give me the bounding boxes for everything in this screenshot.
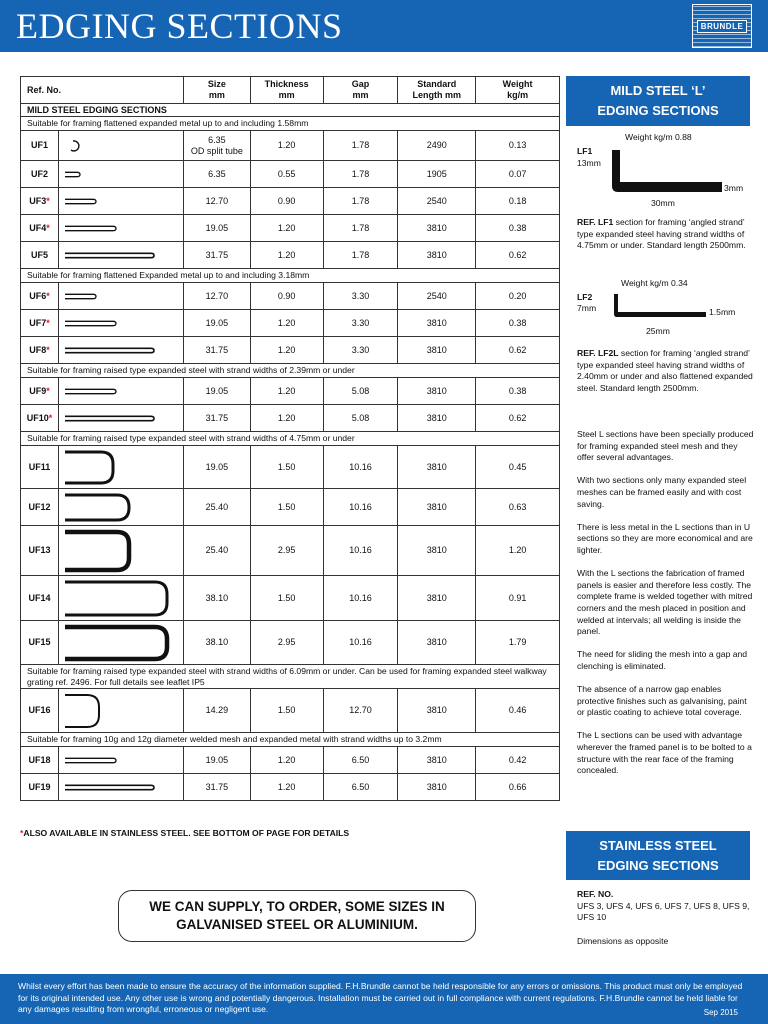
size-value: 6.35 OD split tube — [183, 131, 250, 161]
section-profile-icon — [63, 776, 183, 799]
table-row — [21, 446, 560, 489]
table-row — [21, 131, 560, 161]
length-value: 3810 — [398, 378, 476, 405]
weight-value: 0.62 — [476, 337, 560, 364]
group-note: Suitable for framing raised type expanded steel with strand widths of 6.09mm or under. Can be used for framing expanded steel walkway grating ref. 2496. For full details see leaflet IP5 — [21, 665, 560, 689]
l-sections-heading: MILD STEEL ‘L’ EDGING SECTIONS — [566, 76, 750, 126]
l-paragraph: Steel L sections have been specially produced for framing expanded steel mesh and they offer several advantages. — [577, 429, 754, 463]
table-row — [21, 215, 560, 242]
length-value: 2540 — [398, 283, 476, 310]
size-value: 12.70 — [183, 283, 250, 310]
lf2-ref: LF2 — [577, 292, 593, 302]
stainless-star: * — [46, 290, 50, 301]
weight-value: 0.07 — [476, 161, 560, 188]
table-row — [21, 774, 560, 801]
gap-value: 5.08 — [323, 378, 398, 405]
weight-value: 0.45 — [476, 446, 560, 489]
group-note: Suitable for framing flattened expanded metal up to and including 1.58mm — [21, 117, 560, 131]
size-value: 31.75 — [183, 405, 250, 432]
size-value: 19.05 — [183, 446, 250, 489]
length-value: 2540 — [398, 188, 476, 215]
gap-value: 6.50 — [323, 774, 398, 801]
stainless-star: * — [46, 344, 50, 355]
length-value: 3810 — [398, 774, 476, 801]
section-profile-icon — [63, 380, 183, 403]
section-profile — [58, 489, 183, 526]
ref-number: UF7* — [21, 310, 59, 337]
size-value: 31.75 — [183, 242, 250, 269]
l-paragraph: With two sections only many expanded steel meshes can be framed easily and with cost saving. — [577, 475, 747, 509]
section-profile-icon — [63, 244, 183, 267]
table-row — [21, 161, 560, 188]
supply-line-2: GALVANISED STEEL OR ALUMINIUM. — [176, 917, 418, 932]
col-header-length: Standard Length mm — [398, 77, 476, 104]
lf2-description: REF. LF2L section for framing ‘angled strand’ type expanded steel having strand widths of 2.40mm or under and also flattened expanded steel. Standard length 2500mm. — [577, 348, 753, 393]
thickness-value: 1.20 — [250, 405, 323, 432]
weight-value: 0.13 — [476, 131, 560, 161]
col-header-weight: Weight kg/m — [476, 77, 560, 104]
stainless-ref-list: UFS 3, UFS 4, UFS 6, UFS 7, UFS 8, UFS 9, UFS 10 — [577, 900, 750, 923]
gap-value: 5.08 — [323, 405, 398, 432]
lf1-height: 13mm — [577, 158, 601, 168]
col-header-size: Size mm — [183, 77, 250, 104]
table-row — [21, 621, 560, 665]
lf1-weight: Weight kg/m 0.88 — [625, 132, 692, 142]
gap-value: 10.16 — [323, 621, 398, 665]
gap-value: 10.16 — [323, 446, 398, 489]
gap-value: 6.50 — [323, 747, 398, 774]
size-value: 25.40 — [183, 489, 250, 526]
ref-number: UF3* — [21, 188, 59, 215]
thickness-value: 1.20 — [250, 215, 323, 242]
thickness-value: 1.20 — [250, 131, 323, 161]
section-profile — [58, 242, 183, 269]
section-profile-icon — [63, 528, 183, 574]
ref-number: UF2 — [21, 161, 59, 188]
section-profile-icon — [63, 133, 183, 159]
thickness-value: 0.90 — [250, 188, 323, 215]
l-paragraph: With the L sections the fabrication of framed panels is easier and therefore less costly. The complete frame is welded together with mitred corners and the mesh placed in position and welded at intervals; all welding is inside the panel. — [577, 568, 753, 637]
weight-value: 0.66 — [476, 774, 560, 801]
section-profile — [58, 161, 183, 188]
ref-number: UF18 — [21, 747, 59, 774]
weight-value: 1.20 — [476, 526, 560, 576]
weight-value: 0.38 — [476, 310, 560, 337]
weight-value: 0.38 — [476, 215, 560, 242]
thickness-value: 1.50 — [250, 489, 323, 526]
lf1-l-section-diagram — [608, 148, 726, 198]
col-header-gap: Gap mm — [323, 77, 398, 104]
table-row — [21, 689, 560, 733]
length-value: 3810 — [398, 526, 476, 576]
section-profile — [58, 621, 183, 665]
table-row — [21, 526, 560, 576]
section-profile — [58, 446, 183, 489]
l-paragraph: There is less metal in the L sections than in U sections so they are more economical and are lighter. — [577, 521, 753, 555]
lf2-thickness: 1.5mm — [709, 307, 736, 317]
section-profile — [58, 337, 183, 364]
weight-value: 1.79 — [476, 621, 560, 665]
thickness-value: 0.55 — [250, 161, 323, 188]
size-value: 31.75 — [183, 774, 250, 801]
l-paragraph: The absence of a narrow gap enables protective finishes such as galvanising, paint or plastic coating to achieve total coverage. — [577, 684, 747, 718]
section-profile — [58, 378, 183, 405]
gap-value: 10.16 — [323, 526, 398, 576]
size-value: 19.05 — [183, 747, 250, 774]
table-row — [21, 405, 560, 432]
thickness-value: 1.20 — [250, 310, 323, 337]
thickness-value: 1.50 — [250, 689, 323, 733]
stainless-star: * — [48, 412, 53, 423]
weight-value: 0.20 — [476, 283, 560, 310]
gap-value: 10.16 — [323, 576, 398, 621]
length-value: 3810 — [398, 310, 476, 337]
length-value: 3810 — [398, 242, 476, 269]
section-title: MILD STEEL EDGING SECTIONS — [21, 104, 560, 117]
lf2-width: 25mm — [646, 326, 670, 336]
section-profile-icon — [63, 407, 183, 430]
section-profile — [58, 405, 183, 432]
ref-number: UF19 — [21, 774, 59, 801]
col-header-ref: Ref. No. — [21, 77, 184, 104]
ref-number: UF1 — [21, 131, 59, 161]
section-profile-icon — [63, 749, 183, 772]
table-row — [21, 489, 560, 526]
section-profile-icon — [63, 578, 183, 619]
length-value: 2490 — [398, 131, 476, 161]
section-profile — [58, 215, 183, 242]
section-profile — [58, 188, 183, 215]
thickness-value: 1.20 — [250, 337, 323, 364]
section-profile — [58, 747, 183, 774]
gap-value: 1.78 — [323, 161, 398, 188]
stainless-refs — [577, 889, 755, 924]
ref-number: UF16 — [21, 689, 59, 733]
length-value: 3810 — [398, 689, 476, 733]
section-profile-icon — [63, 448, 183, 487]
section-profile-icon — [63, 312, 183, 335]
stainless-dimensions: Dimensions as opposite — [577, 936, 669, 946]
section-profile-icon — [63, 339, 183, 362]
group-note: Suitable for framing flattened Expanded metal up to and including 3.18mm — [21, 269, 560, 283]
thickness-value: 1.20 — [250, 774, 323, 801]
group-note: Suitable for framing 10g and 12g diameter welded mesh and expanded metal with strand widths up to 3.2mm — [21, 733, 560, 747]
lf1-ref: LF1 — [577, 146, 593, 156]
section-profile — [58, 283, 183, 310]
ref-number: UF12 — [21, 489, 59, 526]
size-value: 14.29 — [183, 689, 250, 733]
table-row — [21, 242, 560, 269]
lf2-height: 7mm — [577, 303, 597, 313]
gap-value: 1.78 — [323, 242, 398, 269]
stainless-star: * — [46, 195, 50, 206]
length-value: 3810 — [398, 621, 476, 665]
ref-number: UF14 — [21, 576, 59, 621]
table-row — [21, 337, 560, 364]
group-note: Suitable for framing raised type expanded steel with strand widths of 4.75mm or under — [21, 432, 560, 446]
thickness-value: 2.95 — [250, 526, 323, 576]
header-bar — [0, 0, 768, 52]
stainless-ref-label: REF. NO. — [577, 889, 614, 899]
table-header-row — [21, 77, 560, 104]
thickness-value: 2.95 — [250, 621, 323, 665]
weight-value: 0.63 — [476, 489, 560, 526]
weight-value: 0.62 — [476, 242, 560, 269]
length-value: 3810 — [398, 405, 476, 432]
section-profile — [58, 131, 183, 161]
stainless-star: * — [46, 385, 50, 396]
group-note: Suitable for framing raised type expanded steel with strand widths of 2.39mm or under — [21, 364, 560, 378]
thickness-value: 1.20 — [250, 378, 323, 405]
ref-number: UF10* — [21, 405, 59, 432]
ref-number: UF5 — [21, 242, 59, 269]
stainless-availability-note: *ALSO AVAILABLE IN STAINLESS STEEL. SEE BOTTOM OF PAGE FOR DETAILS — [20, 828, 350, 838]
ref-number: UF9* — [21, 378, 59, 405]
weight-value: 0.18 — [476, 188, 560, 215]
gap-value: 3.30 — [323, 310, 398, 337]
table-row — [21, 283, 560, 310]
supply-notice-box — [118, 890, 476, 942]
lf2-weight: Weight kg/m 0.34 — [621, 278, 688, 288]
l-paragraph: The L sections can be used with advantage wherever the framed panel is to be bolted to a structure with the rear face of the framing concealed. — [577, 730, 752, 776]
ref-number: UF15 — [21, 621, 59, 665]
stainless-star: * — [46, 222, 50, 233]
weight-value: 0.91 — [476, 576, 560, 621]
gap-value: 3.30 — [323, 283, 398, 310]
length-value: 3810 — [398, 337, 476, 364]
section-profile-icon — [63, 163, 183, 186]
gap-value: 10.16 — [323, 489, 398, 526]
table-row — [21, 576, 560, 621]
section-profile — [58, 576, 183, 621]
gap-value: 1.78 — [323, 131, 398, 161]
section-profile-icon — [63, 285, 183, 308]
thickness-value: 1.20 — [250, 747, 323, 774]
footer-text: Whilst every effort has been made to ensure the accuracy of the information supplied. F.H.Brundle cannot be held responsible for any errors or omissions. This product must only be employed for its original intended use. Any other use is wrong and potentially dangerous. Installation must be carried out in full compliance with current regulations. F.H.Brundle cannot be held liable for any damages resulting from wrongful, erroneous or negligent use. — [18, 981, 743, 1014]
gap-value: 1.78 — [323, 188, 398, 215]
ref-number: UF6* — [21, 283, 59, 310]
table-row — [21, 310, 560, 337]
col-header-thickness: Thickness mm — [250, 77, 323, 104]
lf2-l-section-diagram — [610, 292, 710, 322]
edging-sections-table — [20, 76, 560, 801]
lf1-thickness: 3mm — [724, 183, 744, 193]
size-value: 31.75 — [183, 337, 250, 364]
section-profile-icon — [63, 491, 183, 524]
footer-date: Sep 2015 — [703, 1007, 738, 1017]
length-value: 3810 — [398, 576, 476, 621]
table-row — [21, 188, 560, 215]
gap-value: 12.70 — [323, 689, 398, 733]
section-profile-icon — [63, 217, 183, 240]
size-value: 19.05 — [183, 378, 250, 405]
stainless-star: * — [46, 317, 50, 328]
section-profile-icon — [63, 190, 183, 213]
section-profile — [58, 526, 183, 576]
section-profile — [58, 774, 183, 801]
length-value: 3810 — [398, 489, 476, 526]
page-title: EDGING SECTIONS — [16, 6, 343, 46]
section-profile-icon — [63, 623, 183, 663]
size-value: 38.10 — [183, 576, 250, 621]
lf1-description: REF. LF1 section for framing ‘angled strand’ type expanded steel having strand widths of 4.75mm or under. Standard length 2500mm. — [577, 217, 746, 251]
length-value: 1905 — [398, 161, 476, 188]
table-row — [21, 747, 560, 774]
stainless-heading: STAINLESS STEEL EDGING SECTIONS — [566, 831, 750, 880]
lf1-width: 30mm — [651, 198, 675, 208]
gap-value: 3.30 — [323, 337, 398, 364]
size-value: 12.70 — [183, 188, 250, 215]
table-row — [21, 378, 560, 405]
l-sections-paragraphs — [577, 429, 755, 777]
length-value: 3810 — [398, 215, 476, 242]
logo-text: BRUNDLE — [697, 20, 748, 33]
length-value: 3810 — [398, 747, 476, 774]
thickness-value: 1.50 — [250, 446, 323, 489]
ref-number: UF13 — [21, 526, 59, 576]
weight-value: 0.38 — [476, 378, 560, 405]
length-value: 3810 — [398, 446, 476, 489]
size-value: 6.35 — [183, 161, 250, 188]
weight-value: 0.46 — [476, 689, 560, 733]
size-value: 19.05 — [183, 310, 250, 337]
gap-value: 1.78 — [323, 215, 398, 242]
size-value: 38.10 — [183, 621, 250, 665]
table-body — [21, 117, 560, 801]
brundle-logo — [692, 4, 752, 48]
thickness-value: 1.50 — [250, 576, 323, 621]
thickness-value: 1.20 — [250, 242, 323, 269]
supply-line-1: WE CAN SUPPLY, TO ORDER, SOME SIZES IN — [149, 899, 445, 914]
footer-disclaimer — [0, 974, 768, 1024]
size-value: 19.05 — [183, 215, 250, 242]
section-profile — [58, 310, 183, 337]
ref-number: UF4* — [21, 215, 59, 242]
ref-number: UF11 — [21, 446, 59, 489]
size-value: 25.40 — [183, 526, 250, 576]
l-paragraph: The need for sliding the mesh into a gap and clenching is eliminated. — [577, 649, 748, 671]
thickness-value: 0.90 — [250, 283, 323, 310]
section-profile — [58, 689, 183, 733]
ref-number: UF8* — [21, 337, 59, 364]
weight-value: 0.42 — [476, 747, 560, 774]
weight-value: 0.62 — [476, 405, 560, 432]
section-profile-icon — [63, 691, 183, 731]
